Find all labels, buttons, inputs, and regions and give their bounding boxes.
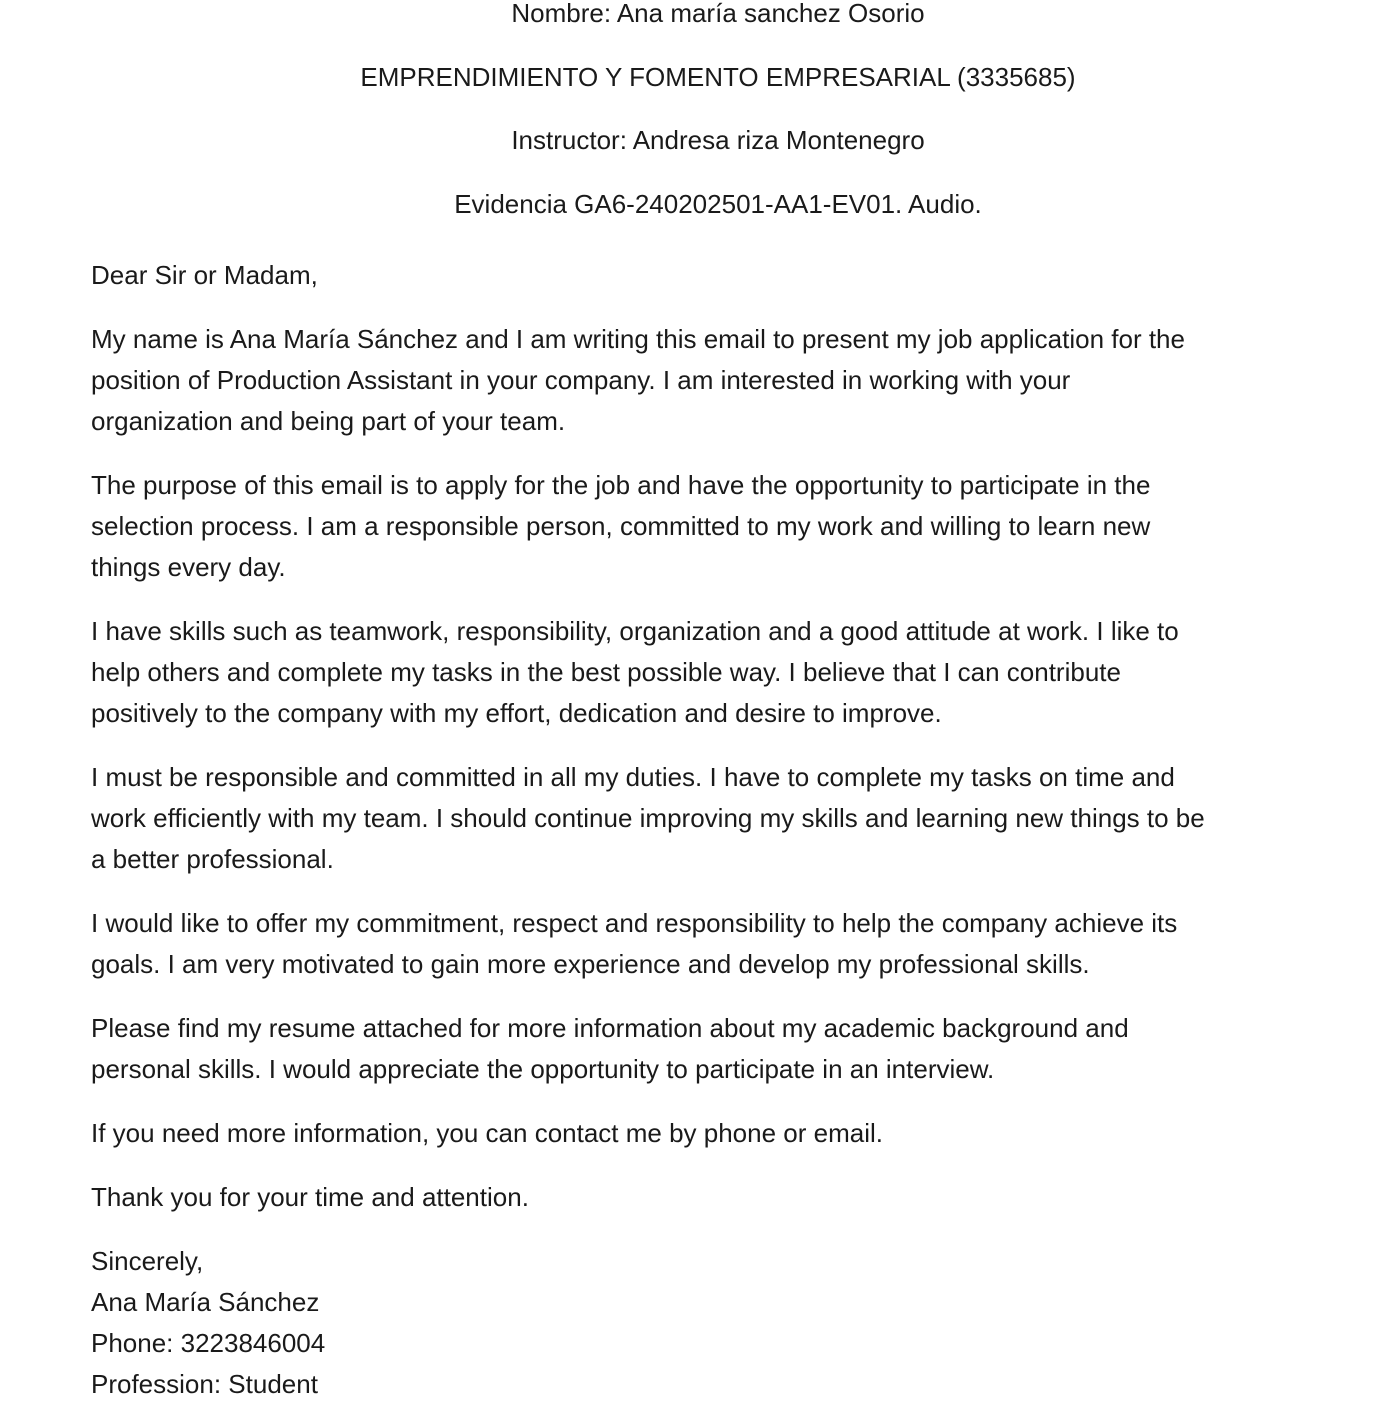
letter-paragraph-6: [91, 1008, 1351, 1090]
paragraph-line: position of Production Assistant in your company. I am interested in working with your: [91, 365, 1071, 395]
paragraph-line: Please find my resume attached for more information about my academic background and: [91, 1013, 1129, 1043]
paragraph-line: I must be responsible and committed in all my duties. I have to complete my tasks on time and: [91, 762, 1175, 792]
course-title-line: EMPRENDIMIENTO Y FOMENTO EMPRESARIAL (3335685): [360, 62, 1076, 92]
paragraph-line: positively to the company with my effort, dedication and desire to improve.: [91, 698, 942, 728]
student-name-line: Nombre: Ana maría sanchez Osorio: [511, 0, 925, 28]
letter-paragraph-2: [91, 465, 1351, 588]
phone-line: Phone: 3223846004: [91, 1328, 326, 1358]
letter-paragraph-4: [91, 757, 1351, 880]
paragraph-line: a better professional.: [91, 844, 334, 874]
letter-paragraph-1: [91, 319, 1351, 442]
letter-greeting: Dear Sir or Madam,: [91, 260, 318, 290]
closing-text: Sincerely,: [91, 1246, 204, 1276]
paragraph-line: goals. I am very motivated to gain more experience and develop my professional skills.: [91, 949, 1090, 979]
instructor-line: Instructor: Andresa riza Montenegro: [511, 125, 925, 155]
letter-paragraph-3: [91, 611, 1351, 734]
letter-paragraph-7: [91, 1113, 1351, 1154]
signer-name: Ana María Sánchez: [91, 1287, 320, 1317]
paragraph-line: If you need more information, you can contact me by phone or email.: [91, 1118, 883, 1148]
paragraph-line: Thank you for your time and attention.: [91, 1182, 529, 1212]
letter-signature: [91, 1241, 1351, 1405]
evidence-line: Evidencia GA6-240202501-AA1-EV01. Audio.: [454, 189, 982, 219]
paragraph-line: I would like to offer my commitment, respect and responsibility to help the company achieve its: [91, 908, 1178, 938]
paragraph-line: personal skills. I would appreciate the opportunity to participate in an interview.: [91, 1054, 995, 1084]
paragraph-line: organization and being part of your team.: [91, 406, 566, 436]
paragraph-line: The purpose of this email is to apply for the job and have the opportunity to participate in the: [91, 470, 1151, 500]
paragraph-line: I have skills such as teamwork, responsibility, organization and a good attitude at work. I like to: [91, 616, 1179, 646]
paragraph-line: things every day.: [91, 552, 286, 582]
paragraph-line: work efficiently with my team. I should continue improving my skills and learning new things to be: [91, 803, 1205, 833]
letter-paragraph-5: [91, 903, 1351, 985]
profession-line: Profession: Student: [91, 1369, 318, 1399]
letter-body: [91, 255, 1351, 1428]
paragraph-line: My name is Ana María Sánchez and I am writing this email to present my job application for the: [91, 324, 1185, 354]
paragraph-line: selection process. I am a responsible person, committed to my work and willing to learn new: [91, 511, 1151, 541]
paragraph-line: help others and complete my tasks in the best possible way. I believe that I can contribute: [91, 657, 1121, 687]
letter-paragraph-8: [91, 1177, 1351, 1218]
